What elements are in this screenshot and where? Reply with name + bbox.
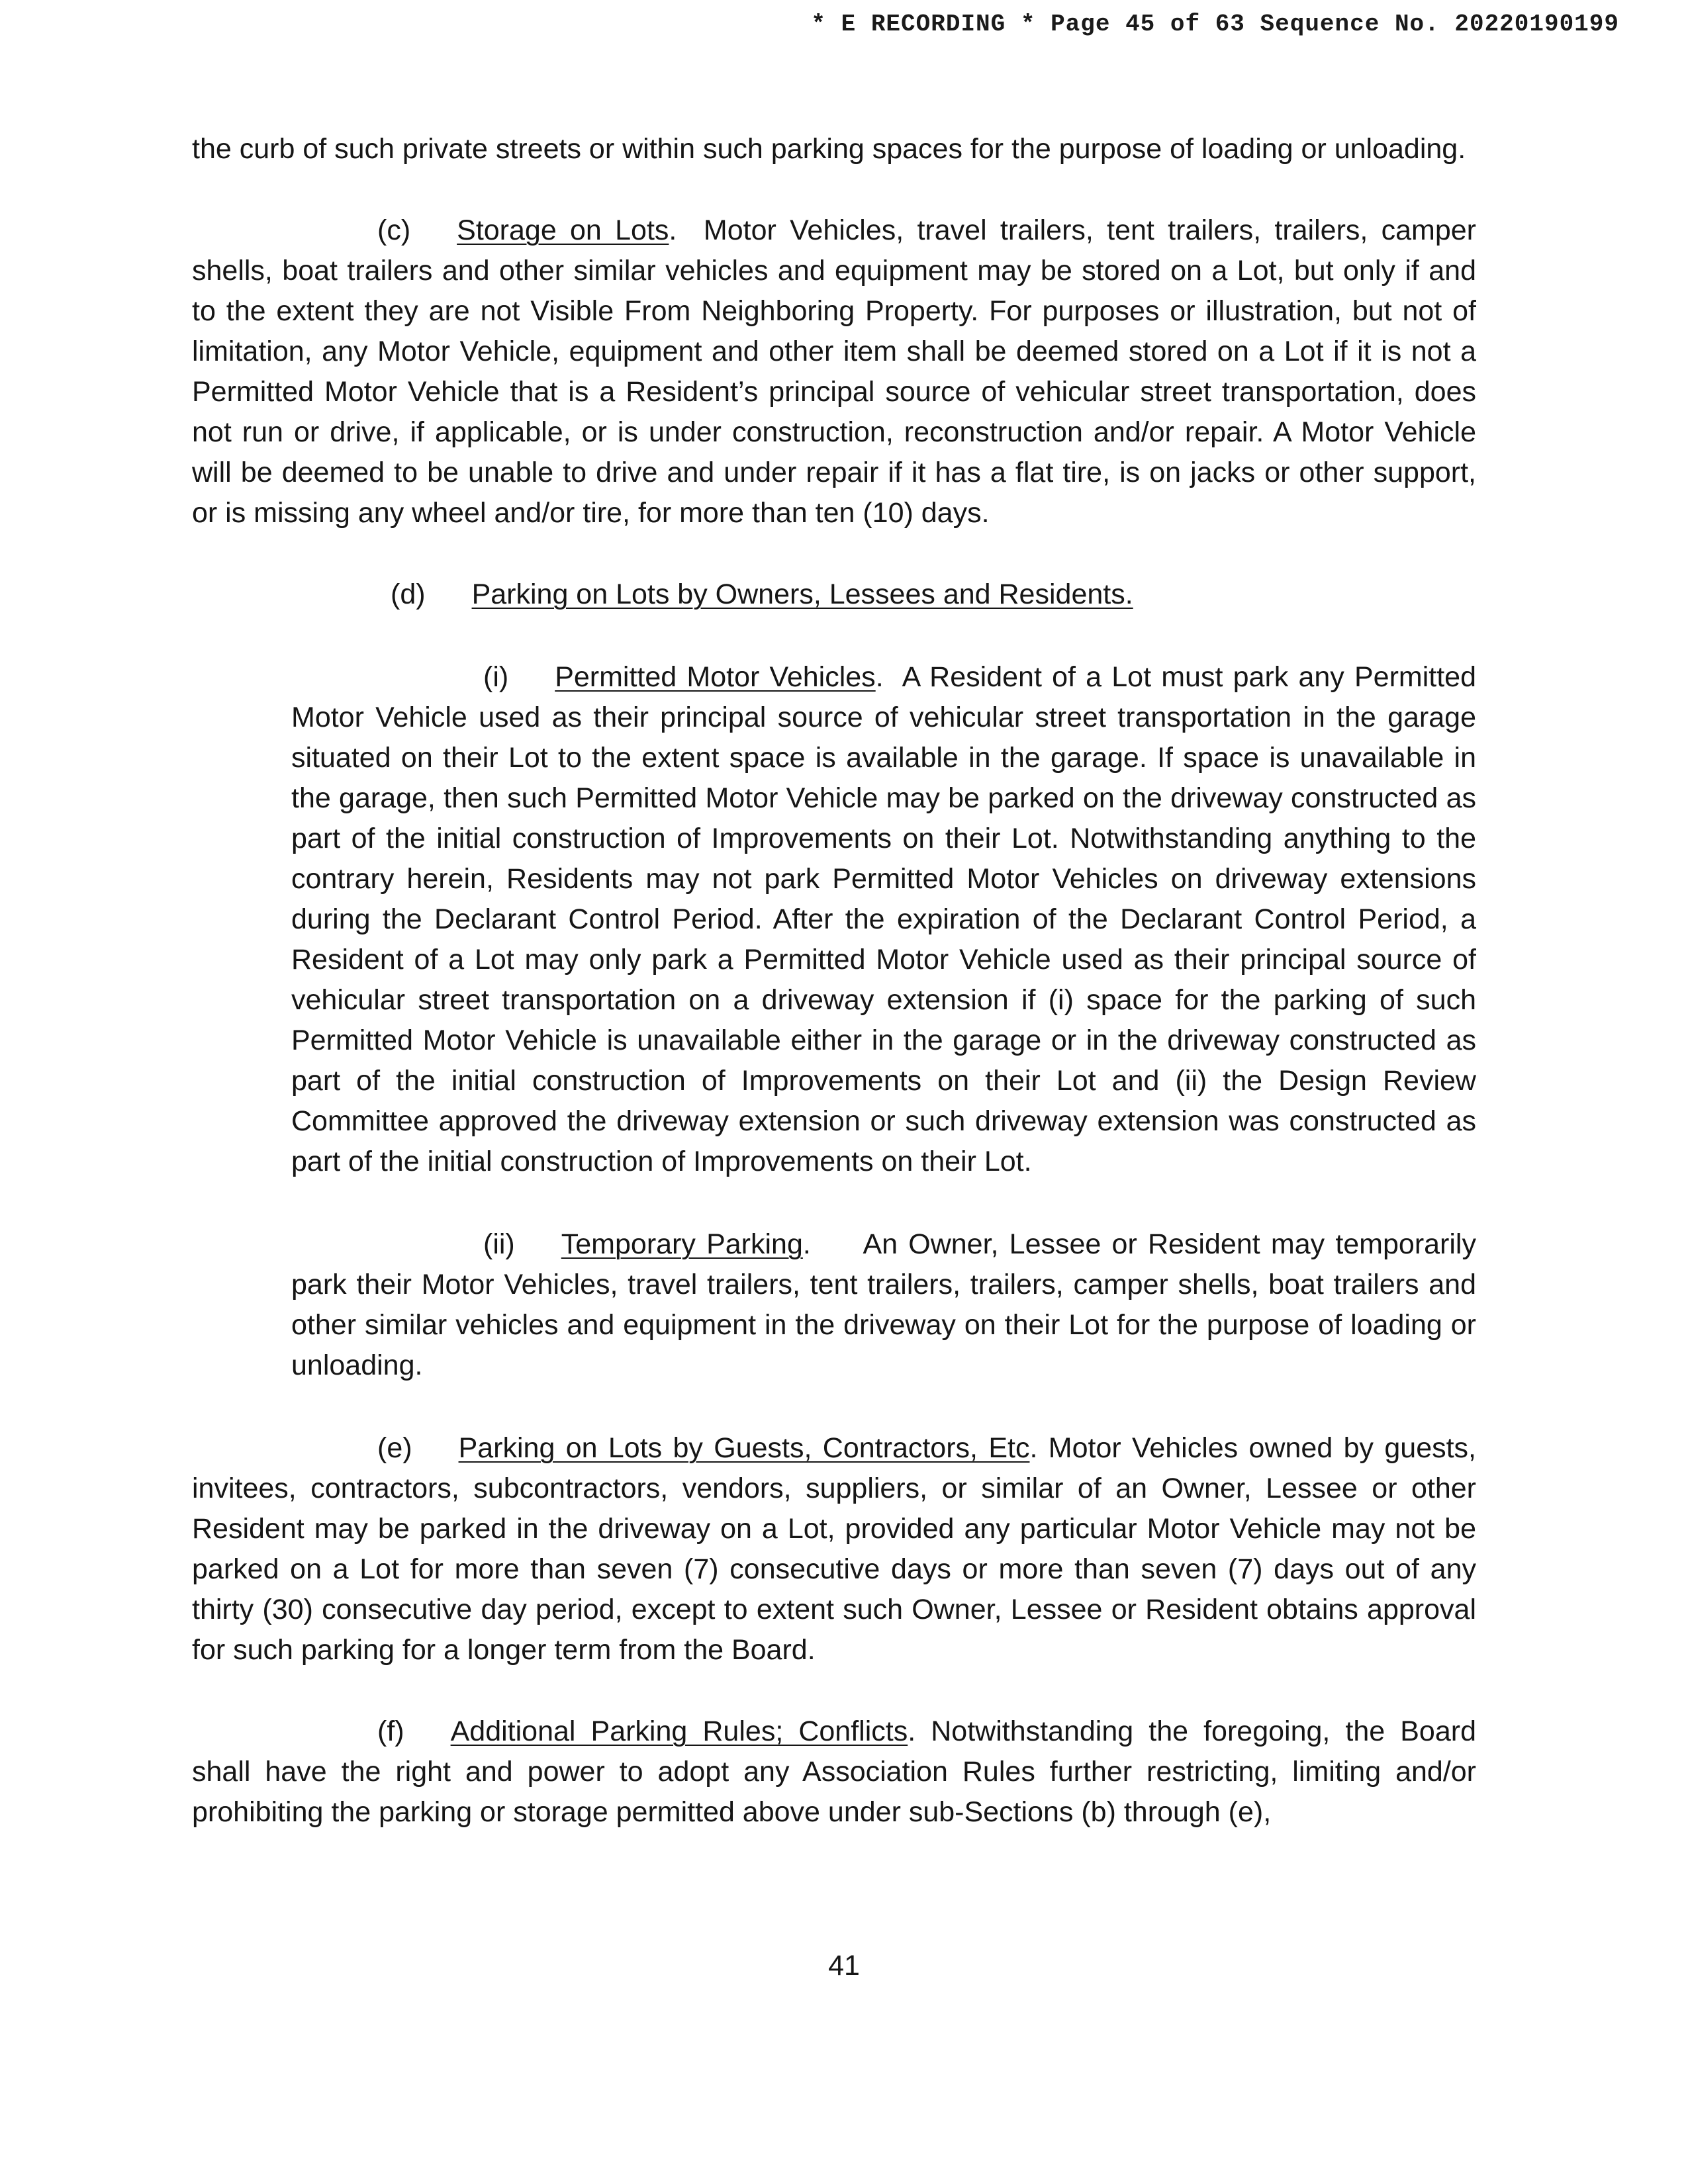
- recording-header: * E RECORDING * Page 45 of 63 Sequence No. 20220190199: [811, 11, 1619, 38]
- section-c-title: Storage on Lots: [457, 214, 669, 246]
- section-d-label: (d): [391, 578, 426, 610]
- section-e-paragraph: (e) Parking on Lots by Guests, Contractors, Etc. Motor Vehicles owned by guests, invitees, contractors, subcontractors, vendors, suppliers, or similar of an Owner, Lessee or other Resident may be parked in the driveway on a Lot, provided any particular Motor Vehicle may not be parked on a Lot for more than seven (7) consecutive days or more than seven (7) days out of any thirty (30) consecutive day period, except to extent such Owner, Lessee or Resident obtains approval for such parking for a longer term from the Board.: [192, 1428, 1476, 1670]
- section-d-i-paragraph: (i) Permitted Motor Vehicles. A Resident of a Lot must park any Permitted Motor Vehicle used as their principal source of vehicular street transportation in the garage situated on their Lot to the extent space is available in the garage. If space is unavailable in the garage, then such Permitted Motor Vehicle may be parked on the driveway constructed as part of the initial construction of Improvements on their Lot. Notwithstanding anything to the contrary herein, Residents may not park Permitted Motor Vehicles on driveway extensions during the Declarant Control Period. After the expiration of the Declarant Control Period, a Resident of a Lot may only park a Permitted Motor Vehicle used as their principal source of vehicular street transportation on a driveway extension if (i) space for the parking of such Permitted Motor Vehicle is unavailable either in the garage or in the driveway constructed as part of the initial construction of Improvements on their Lot and (ii) the Design Review Committee approved the driveway extension or such driveway extension was constructed as part of the initial construction of Improvements on their Lot.: [291, 657, 1476, 1182]
- section-f-title: Additional Parking Rules; Conflicts: [450, 1715, 908, 1747]
- section-d-ii-body: An Owner, Lessee or Resident may temporarily park their Motor Vehicles, travel trailers, tent trailers, trailers, camper shells, boat trailers and other similar vehicles and equipment in the driveway on their Lot for the purpose of loading or unloading.: [291, 1228, 1476, 1381]
- section-e-label: (e): [377, 1432, 412, 1464]
- section-f-paragraph: (f) Additional Parking Rules; Conflicts. Notwithstanding the foregoing, the Board shall have the right and power to adopt any Association Rules further restricting, limiting and/or prohibiting the parking or storage permitted above under sub-Sections (b) through (e),: [192, 1711, 1476, 1833]
- section-d-i-title: Permitted Motor Vehicles: [555, 661, 876, 693]
- section-f-body: Notwithstanding the foregoing, the Board shall have the right and power to adopt any Association Rules further restricting, limiting and/or prohibiting the parking or storage permitted above under sub-Sections (b) through (e),: [192, 1715, 1476, 1828]
- section-d-ii-label: (ii): [483, 1228, 515, 1260]
- section-f-label: (f): [377, 1715, 404, 1747]
- section-d-heading: [192, 574, 1476, 615]
- section-d-i-label: (i): [483, 661, 509, 693]
- section-d-title: Parking on Lots by Owners, Lessees and Residents.: [471, 578, 1133, 610]
- continuation-paragraph: the curb of such private streets or within such parking spaces for the purpose of loading or unloading.: [192, 133, 1466, 165]
- document-body: [192, 129, 1476, 1833]
- section-d-i-body: A Resident of a Lot must park any Permitted Motor Vehicle used as their principal source of vehicular street transportation in the garage situated on their Lot to the extent space is available in the garage. If space is unavailable in the garage, then such Permitted Motor Vehicle may be parked on the driveway constructed as part of the initial construction of Improvements on their Lot. Notwithstanding anything to the contrary herein, Residents may not park Permitted Motor Vehicles on driveway extensions during the Declarant Control Period. After the expiration of the Declarant Control Period, a Resident of a Lot may only park a Permitted Motor Vehicle used as their principal source of vehicular street transportation on a driveway extension if (i) space for the parking of such Permitted Motor Vehicle is unavailable either in the garage or in the driveway constructed as part of the initial construction of Improvements on their Lot and (ii) the Design Review Committee approved the driveway extension or such driveway extension was constructed as part of the initial construction of Improvements on their Lot.: [291, 661, 1476, 1177]
- section-e-body: Motor Vehicles owned by guests, invitees, contractors, subcontractors, vendors, suppliers, or similar of an Owner, Lessee or other Resident may be parked in the driveway on a Lot, provided any particular Motor Vehicle may not be parked on a Lot for more than seven (7) consecutive days or more than seven (7) days out of any thirty (30) consecutive day period, except to extent such Owner, Lessee or Resident obtains approval for such parking for a longer term from the Board.: [192, 1432, 1476, 1666]
- section-c-paragraph: (c) Storage on Lots. Motor Vehicles, travel trailers, tent trailers, trailers, camper shells, boat trailers and other similar vehicles and equipment may be stored on a Lot, but only if and to the extent they are not Visible From Neighboring Property. For purposes or illustration, but not of limitation, any Motor Vehicle, equipment and other item shall be deemed stored on a Lot if it is not a Permitted Motor Vehicle that is a Resident’s principal source of vehicular street transportation, does not run or drive, if applicable, or is under construction, reconstruction and/or repair. A Motor Vehicle will be deemed to be unable to drive and under repair if it has a flat tire, is on jacks or other support, or is missing any wheel and/or tire, for more than ten (10) days.: [192, 210, 1476, 533]
- page-number: 41: [828, 1950, 860, 1981]
- section-c-label: (c): [377, 214, 411, 246]
- section-d-ii-paragraph: (ii) Temporary Parking. An Owner, Lessee or Resident may temporarily park their Motor Vehicles, travel trailers, tent trailers, trailers, camper shells, boat trailers and other similar vehicles and equipment in the driveway on their Lot for the purpose of loading or unloading.: [291, 1224, 1476, 1386]
- section-c-body: Motor Vehicles, travel trailers, tent trailers, trailers, camper shells, boat trailers and other similar vehicles and equipment may be stored on a Lot, but only if and to the extent they are not Visible From Neighboring Property. For purposes or illustration, but not of limitation, any Motor Vehicle, equipment and other item shall be deemed stored on a Lot if it is not a Permitted Motor Vehicle that is a Resident’s principal source of vehicular street transportation, does not run or drive, if applicable, or is under construction, reconstruction and/or repair. A Motor Vehicle will be deemed to be unable to drive and under repair if it has a flat tire, is on jacks or other support, or is missing any wheel and/or tire, for more than ten (10) days.: [192, 214, 1476, 529]
- section-d-ii-title: Temporary Parking: [561, 1228, 803, 1260]
- section-e-title: Parking on Lots by Guests, Contractors, Etc: [458, 1432, 1030, 1464]
